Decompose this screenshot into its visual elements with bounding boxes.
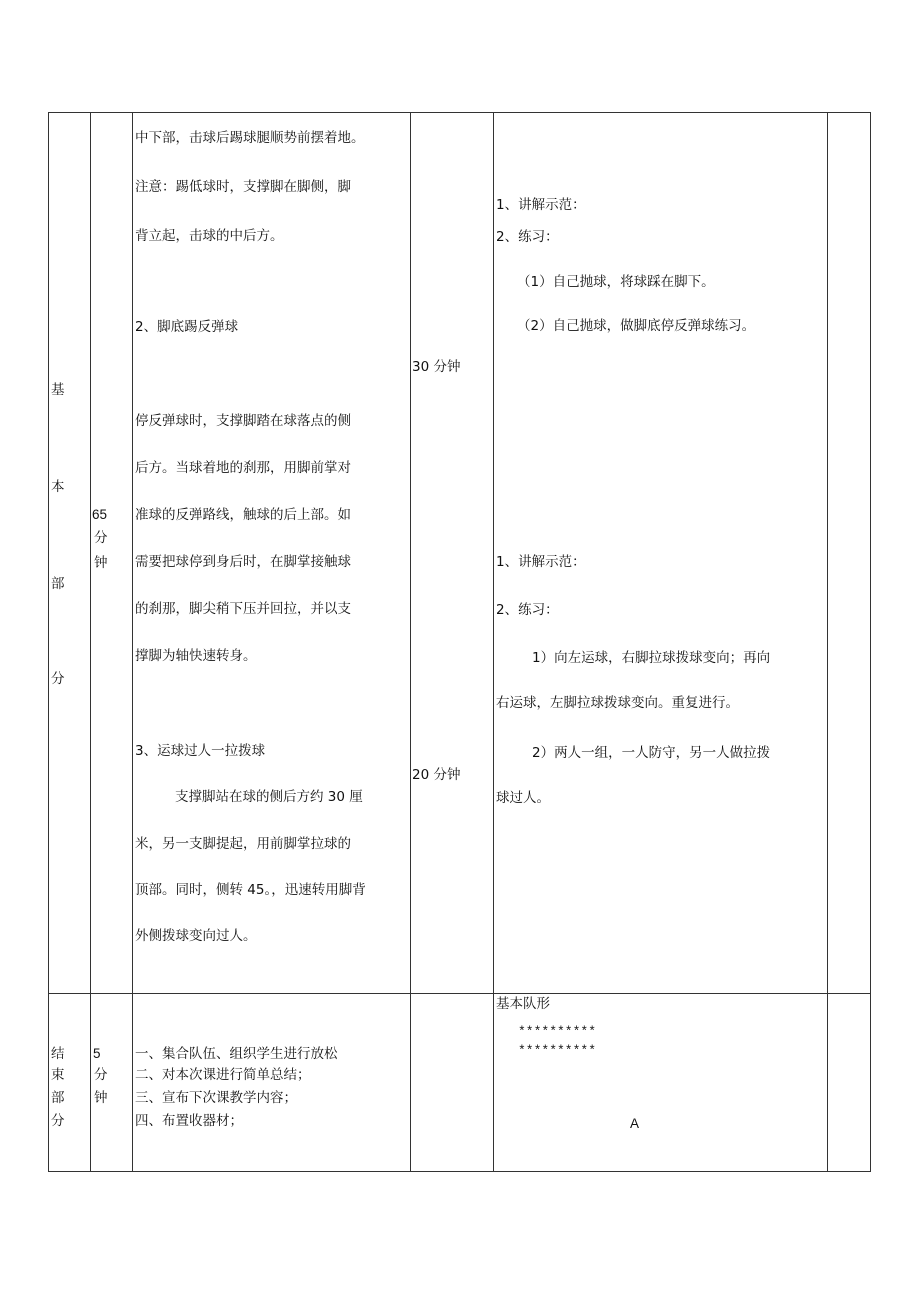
method-line: 球过人。 [496, 790, 550, 806]
section-duration-unit: 钟 [94, 1090, 108, 1106]
time-allocation: 20 分钟 [412, 767, 461, 783]
formation-row: ********** [518, 1043, 597, 1058]
table-bottom-border [48, 1171, 871, 1172]
column-divider [132, 112, 133, 1172]
time-allocation: 30 分钟 [412, 359, 461, 375]
method-line: （1）自己抛球，将球踩在脚下。 [517, 274, 715, 290]
column-divider [827, 112, 828, 1172]
method-line: 1、讲解示范： [496, 197, 586, 213]
content-line: 的刹那，脚尖稍下压并回拉，并以支 [135, 601, 351, 617]
content-line: 二、对本次课进行简单总结； [135, 1067, 311, 1083]
content-line: 一、集合队伍、组织学生进行放松 [135, 1046, 338, 1062]
section-duration-unit: 分 [94, 530, 108, 546]
method-line: 1）向左运球，右脚拉球拨球变向；再向 [532, 650, 771, 666]
section-label-char: 本 [51, 479, 65, 495]
content-line: 撑脚为轴快速转身。 [135, 648, 257, 664]
column-divider [410, 112, 411, 1172]
section-label-char: 部 [51, 576, 65, 592]
section-duration-unit: 分 [94, 1067, 108, 1083]
content-line: 准球的反弹路线，触球的后上部。如 [135, 507, 351, 523]
method-line: 1、讲解示范： [496, 554, 586, 570]
section-label-char: 分 [51, 1113, 65, 1129]
content-line: 三、宣布下次课教学内容； [135, 1090, 297, 1106]
content-line: 需要把球停到身后时，在脚掌接触球 [135, 554, 351, 570]
content-line: 注意：踢低球时，支撑脚在脚侧，脚 [135, 179, 351, 195]
table-right-border [870, 112, 871, 1172]
column-divider [90, 112, 91, 1172]
section-label-char: 部 [51, 1090, 65, 1106]
section-duration-unit: 钟 [94, 555, 108, 571]
formation-title: 基本队形 [496, 996, 550, 1012]
section-label-char: 分 [51, 671, 65, 687]
content-line: 顶部。同时，侧转 45。，迅速转用脚背 [135, 882, 366, 898]
content-line: 停反弹球时，支撑脚踏在球落点的侧 [135, 413, 351, 429]
section-duration-number: 5 [93, 1046, 101, 1061]
content-line: 支撑脚站在球的侧后方约 30 厘 [175, 789, 363, 805]
content-line: 四、布置收器材； [135, 1113, 243, 1129]
section-label-char: 结 [51, 1046, 65, 1062]
method-line: 2、练习： [496, 602, 559, 618]
formation-row: ********** [518, 1024, 597, 1039]
section-label-char: 束 [51, 1067, 65, 1083]
content-line: 后方。当球着地的刹那，用脚前掌对 [135, 460, 351, 476]
table-left-border [48, 112, 49, 1172]
content-heading: 2、脚底踢反弹球 [135, 319, 239, 335]
method-line: 2）两人一组，一人防守，另一人做拉拨 [532, 745, 771, 761]
method-line: 右运球，左脚拉球拨球变向。重复进行。 [496, 695, 739, 711]
section-label-char: 基 [51, 382, 65, 398]
table-top-border [48, 112, 871, 113]
content-line: 中下部，击球后踢球腿顺势前摆着地。 [135, 130, 365, 146]
method-line: 2、练习： [496, 229, 559, 245]
row-divider [48, 993, 871, 994]
content-line: 背立起，击球的中后方。 [135, 228, 284, 244]
section-duration-number: 65 [92, 507, 108, 522]
column-divider [493, 112, 494, 1172]
content-line: 外侧拨球变向过人。 [135, 928, 257, 944]
teacher-position-mark: A [630, 1116, 640, 1131]
content-heading: 3、运球过人一拉拨球 [135, 743, 266, 759]
content-line: 米，另一支脚提起，用前脚掌拉球的 [135, 836, 351, 852]
method-line: （2）自己抛球，做脚底停反弹球练习。 [517, 318, 756, 334]
